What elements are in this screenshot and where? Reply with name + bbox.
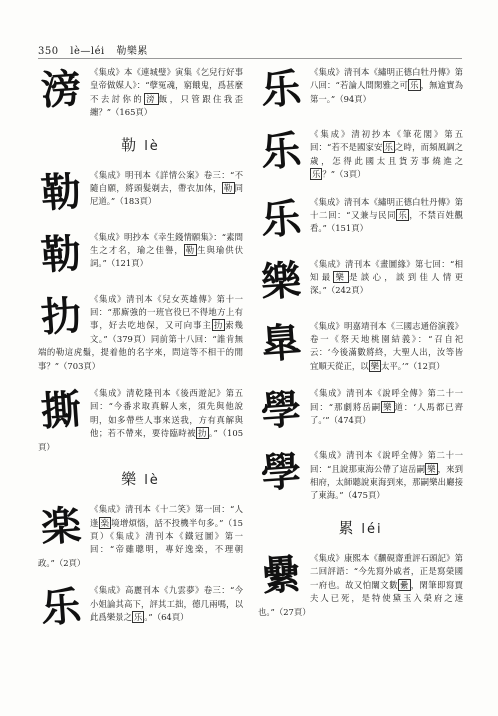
boxed-char: 勒 xyxy=(185,245,196,256)
boxed-char: 纍 xyxy=(399,579,409,590)
page-number: 350 xyxy=(38,46,59,57)
entry-text: 《集成》清乾隆刊本《後西遊記》第五回：“今番求取真解人來，須先與他說明，如多帶些人事來送我，方有真解與他；若不帶來，要待臨時被 xyxy=(90,388,243,439)
entry xyxy=(258,387,463,435)
entry-text: 《集成》清刊本《兒女英雄傳》第十一回：“那廝強的一班官役巳不得地方上有事，好去吃地保，又可向事主 xyxy=(90,293,243,331)
entry-text: 《集成》清初抄本《筆花閣》第五回：“若不是國家安 xyxy=(310,129,463,153)
entry-text: 《集成》本《連城璧》寅集《乞兒行好事 皇帝做媒人》：“孽冤魂，窮餓鬼，爲甚麼不去討你的 xyxy=(90,67,252,104)
entry-text: 《集成》清刊本《畫圖緣》第七回：“相知最 xyxy=(310,258,463,283)
section-heading xyxy=(38,468,243,489)
entry xyxy=(258,320,463,374)
variant-glyph: 楽 xyxy=(39,501,83,552)
entry xyxy=(258,128,463,182)
entry-text: 。”（64頁） xyxy=(144,611,189,622)
entry xyxy=(258,449,463,503)
variant-glyph: 扐 xyxy=(39,291,83,341)
entry xyxy=(38,169,243,217)
section-pinyin: léi xyxy=(361,521,383,537)
entry xyxy=(258,258,463,306)
boxed-char: 樂 xyxy=(335,272,348,283)
entry xyxy=(258,196,463,244)
entry xyxy=(38,64,252,120)
boxed-char: 樂 xyxy=(370,360,379,371)
entry xyxy=(258,552,463,619)
page-header xyxy=(38,42,156,57)
boxed-char: 楽 xyxy=(100,517,110,528)
section-char: 勒 xyxy=(121,135,139,154)
boxed-char: 勒 xyxy=(223,183,233,194)
variant-glyph: 乐 xyxy=(259,126,303,177)
entry-text: 境增煩惱，話不投機半句多。”（15頁）《集成》清刊本《鐵冠圖》第一回：“帝雖聰明，專好逸楽，不理朝政。”（2頁） xyxy=(38,517,243,568)
entry-text: ，來到相府，太師聽說東海到來，那嗣樂出廳接了東海。”（475頁） xyxy=(310,463,464,501)
entry xyxy=(38,503,243,570)
entry-text: 《集成》清刊本《繡明正德白牡丹傳》第八回：“若論人間閑雅之可 xyxy=(310,67,463,91)
variant-glyph: 纍 xyxy=(259,550,303,601)
entry-text: ，不禁百姓觀看。”（151頁） xyxy=(310,210,464,234)
entry xyxy=(38,231,243,279)
entry-text: 。”（105頁） xyxy=(38,428,244,452)
pinyin-range: lè—léi xyxy=(70,46,105,57)
entry-text: 《集成》康熙本《飜硯齋重評石頭記》第二回評語：“今先寫外戚者，正是寫榮國一府也。故又怕闈文數 xyxy=(310,552,463,590)
boxed-char: 乐 xyxy=(312,169,321,180)
entry-text: 索幾文。”（379頁）同前第十八回：“誰肯無端的勒這虎鬚，提着他的名字來，問這等不相干的閒事？”（703頁） xyxy=(38,320,243,371)
section-pinyin: lè xyxy=(144,473,160,489)
variant-glyph: 滂 xyxy=(39,64,83,115)
boxed-char: 乐 xyxy=(410,80,419,91)
variant-glyph: 勒 xyxy=(39,229,83,279)
header-rule xyxy=(38,58,462,59)
entry-text: ，閑筆即寫賈夫人已死，是特使黛玉入榮府之速也。”（27頁） xyxy=(258,579,464,617)
boxed-char: 乐 xyxy=(133,611,143,622)
boxed-char: 扐 xyxy=(213,320,224,331)
entry-text: 《集成》明嘉靖刊本《三國志通俗演義》卷一《祭天地桃園結義》：“召自祀云：‘今後滿數將終，大聖人出，汝等皆宜順天從正，以 xyxy=(310,320,463,371)
variant-glyph: 撕 xyxy=(39,385,83,436)
variant-glyph: 乐 xyxy=(39,582,83,633)
entry xyxy=(258,66,463,114)
right-column xyxy=(258,66,463,633)
entry-text: 之時，而頻風調之歲，怎得此國太且貨芳事燒進之 xyxy=(310,142,464,166)
entry-text: 是談心，談到佳人情更深。”（242頁） xyxy=(310,272,463,296)
boxed-char: 乐 xyxy=(398,210,408,221)
entry-text: 同尼道。”（183頁） xyxy=(90,183,244,207)
section-heading xyxy=(38,134,243,155)
variant-glyph: 臯 xyxy=(259,318,303,368)
boxed-char: 樂 xyxy=(427,463,436,474)
entry-text: ？”（3頁） xyxy=(322,169,366,180)
left-column xyxy=(38,64,252,646)
boxed-char: 樂 xyxy=(383,401,393,412)
entry-text: 《集成》清刊本《繡明正德白牡丹傳》第十二回：“又兼与民同 xyxy=(310,196,463,221)
variant-glyph: 學 xyxy=(259,385,303,436)
entry xyxy=(38,584,243,632)
entry xyxy=(38,293,243,373)
boxed-char: 乐 xyxy=(384,142,394,153)
section-char: 累 xyxy=(338,518,356,537)
entry-text: 《集成》明抄本《幸生錢情願集》：“素間生之才名，瑜之佳譽， xyxy=(90,231,243,256)
variant-glyph: 乐 xyxy=(259,194,303,244)
variant-glyph: 學 xyxy=(259,447,303,498)
entry-text: ，無逾實為第一。”（94頁） xyxy=(310,80,464,104)
entry-text: 生與瑜供伏詞。”（121頁） xyxy=(90,245,243,269)
entry-text: 《集成》明刊本《詳情公案》卷三：“不隨自願，將頭髮剃去，帶衣加体， xyxy=(90,169,243,194)
header-chars: 勒樂累 xyxy=(116,46,148,57)
boxed-char: 滂 xyxy=(146,93,157,104)
entry-text: 《集成》清刊本《說呼全傳》第二十一回：“且說那東海公帶了這岳嗣 xyxy=(310,450,463,474)
entry-text: 《集成》高麗刊本《九雲夢》卷三：“今小姐論其高下，評其工拙，德几兩嗎，以此爲樂景之 xyxy=(90,585,243,622)
entry-text: 太平。’”（12頁） xyxy=(381,360,445,371)
variant-glyph: 勒 xyxy=(39,167,83,217)
section-pinyin: lè xyxy=(144,138,160,154)
entry-text: 《集成》清刊本《說呼全傳》第二十一回：“那劇將岳嗣 xyxy=(310,388,463,412)
section-heading xyxy=(258,517,463,538)
entry-text: 道：‘人馬都已齊了。’”（474頁） xyxy=(310,401,464,426)
entry-text: 《集成》清刊本《十二笑》第一回：“人逢 xyxy=(90,504,243,528)
variant-glyph: 乐 xyxy=(259,64,303,115)
entry-text: 飯，只管跟住我歪纏？”（165頁） xyxy=(90,93,244,118)
boxed-char: 扐 xyxy=(197,428,207,439)
variant-glyph: 樂 xyxy=(259,256,303,306)
entry xyxy=(38,387,243,454)
section-char: 樂 xyxy=(121,470,139,489)
